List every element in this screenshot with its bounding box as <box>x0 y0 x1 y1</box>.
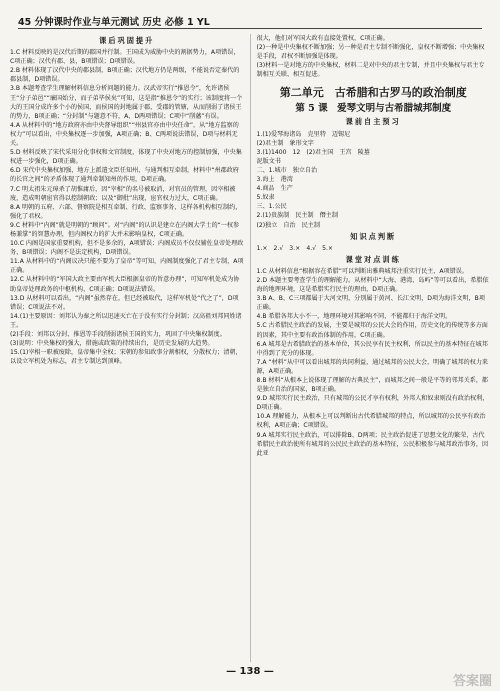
answer-line: (2)手段：刘邦以分封、推恩等手段削弱诸侯王国的实力，巩固了中央集权制度。 <box>10 331 226 338</box>
left-column <box>10 34 251 662</box>
answer-line: 1.C 从材料信息“根据容在希腊”可以判断出雅典城邦注重实行民主，A项错误。 <box>256 267 468 275</box>
answer-line: 6.A 城邦是古希腊政治的基本单位，其公民享有民主权利，所以民主的基本特征在城邦中得到了充分的体现。 <box>256 340 488 357</box>
answer-line: 5.C 古希腊民主政治的发展，主要是城邦的公民大会的作用，历史文化的传统等多方面的因素，其中主要有政治体制的作用，C项正确。 <box>256 322 488 339</box>
answer-line: (3)材料一是对地方的中央集权，材料二是对中央的君主专制，并且中央集权与君主专制相互关联、相互促进。 <box>256 62 485 79</box>
preview-line: (2)君主制 象形文字 <box>256 139 314 147</box>
answer-line: 10.A 理解能力，从根本上可以判断出古代希腊城邦的特点，所以城邦的公民享有政治权利，A项正确；C项错误。 <box>256 413 486 430</box>
answer-line: 6.D 宋代中央集权加强，地方上派遣文臣任知州，与通判相互牵制，材料中“州郡政府的长官之间”的矛盾体现了通判牵制知州的作用，D项正确。 <box>10 167 239 184</box>
answer-line: 8.B 材料“从根本上说体现了理解的古典民主”，而城邦之间一般是平等的邻邦关系，都是独立自治的国家，B项正确。 <box>256 377 489 394</box>
preview-answers <box>257 130 491 230</box>
answer-line: 3.B A、B、C三项都属于大河文明，分别属于黄河、长江文明，D项为海洋文明，B项正确。 <box>256 295 485 312</box>
page-number: — 138 — <box>226 666 274 677</box>
content-columns <box>10 34 490 662</box>
preview-line: 2.(1)贵族制 民主制 僭主制 <box>256 212 338 220</box>
answer-line: 2.B 材料体现了汉代中央的郡县制，B项正确；汉代地方仍是两级，不能说否定秦代的郡县制，D项错误。 <box>10 67 240 84</box>
preview-line: 1.(1)爱琴海诸岛 克里特 迈锡尼 <box>256 130 351 138</box>
lesson-title: 第 5 课 爱琴文明与古希腊城邦制度 <box>295 103 452 115</box>
knowledge-heading: 知识点判断 <box>350 231 397 241</box>
preview-line: 5.奴隶 <box>256 194 275 202</box>
class-practice-answers <box>257 267 491 458</box>
answer-line: 13.D 从材料可以看出，“内阁”虽然存在，但已经被取代，这样军机处“代之了”，D项错误；C项说法不对。 <box>10 294 239 311</box>
section-heading: 课后巩固提升 <box>99 36 155 45</box>
answer-line: 7.A “材料”从中可以看出城邦的共同利益，通过城邦的公民大会，明确了城邦的权力来源，A项正确。 <box>256 358 489 375</box>
answer-line: 3.B 本题考查学生理解材料信息分析问题的能力。汉武帝实行“推恩令”，允许诸侯王“分子弟邑”“廉国始分，而子弟毕侯矣”可知，这是指“推恩令”的实行；该制度将一个大的王国分成许多个小的侯国，而侯国的封地属于郡，受郡的管辖，从而削弱了诸侯王的势力，B项正确；“分封制”与题意不符，A、D两项错误；C项中“削藩”有误。 <box>10 85 243 120</box>
answer-line: 4.B 希腊各邦大小不一，地理环境对其影响不同，不能都归于海洋文明。 <box>256 313 452 321</box>
unit-title: 第二单元 古希腊和古罗马的政治制度 <box>279 86 467 100</box>
answer-line: 9.C 材料中“内阁”就是明朝的“顾问”。对“内阁”的认识是建立在内阁大学士的“一权参杨兼掌”的智慧办理，但内阁权力的扩大并未影响皇权，C项正确。 <box>10 221 240 238</box>
answer-line: 9.A 城邦实行民主政治，可以排除B、D两项；民主政治促进了思想文化的繁荣，古代希腊民主政治使所有城邦的公民民主政治的基本特征，公民积极参与城邦政治事务，因此亚 <box>256 431 489 457</box>
answer-line: 10.C 内阁是国家重要机构，但不是多余的，A项错误；内阁成员不仅仅辅佐皇帝处理政务，B项错误；内阁不是法定机构，D项错误。 <box>10 240 244 257</box>
answer-line: 4.A 从材料中的“地方政府亦由中央督导组织”“州县官亦由中央任命”，从“地方监察的权力”可以看出，中央集权逐一步加强，A项正确；B、C两项说法错误，D项与材料无关。 <box>10 121 239 148</box>
preview-line: 二、1.城市 独立自治 <box>256 166 318 174</box>
answer-line: 12.C 从材料中的“军国大政主要由军机大臣根据皇帝的旨意办理”，可知军机处成为协助皇帝处理政务的中枢机构，C项正确；D项说法错误。 <box>10 276 240 293</box>
preview-line: 3.(1)1400 12 (2)君主国 王宫 陵墓 <box>256 148 370 156</box>
preview-line: 三、1.公民 <box>256 203 287 211</box>
answer-line: 8.A 明朝的五府、六部、督察院是相互牵制、行政、监察事务，这样各机构相互制约，强化了君权。 <box>10 203 242 220</box>
preview-line: 4.商品 生产 <box>256 185 293 193</box>
answer-line: (2)一种是中央集权不断加强；另一种是君主专制不断强化，皇权不断增强；中央集权是手段，君权不断加强是体现。 <box>256 44 485 61</box>
preview-line: 3.海上 港湾 <box>256 176 293 184</box>
watermark-logo: 答案圈 <box>452 674 492 689</box>
preview-line: 泥版文书 <box>256 157 281 165</box>
answer-list-continued <box>257 34 491 79</box>
answer-line: 很大，他们对军国大政有直接处置权，C项正确。 <box>256 35 389 42</box>
class-practice-heading: 课堂对点训练 <box>345 254 401 264</box>
page-header: 45 分钟课时作业与单元测试 历史 必修 1 YL <box>18 14 482 29</box>
knowledge-answers: 1.× 2.√ 3.× 4.√ 5.× <box>256 244 334 252</box>
preview-heading: 课前自主预习 <box>345 117 401 127</box>
answer-list <box>10 48 244 366</box>
answer-line: 11.A 从材料中的“内阁议决只能不要为了皇帝”等可知，内阁制度强化了君主专制，A项正确。 <box>10 258 244 275</box>
preview-line: (2)独立 自治 民主制 <box>256 221 320 229</box>
answer-line: 7.C 明太祖朱元璋杀了胡惟庸后，因“宰相”的名号被取消，对官员的管理，因宰相被废，造成明朝宦官得以控制朝政；以及“御批”出现，宦官权力过大，C项正确。 <box>10 185 236 202</box>
answer-line: (3)说明：中央集权的强大，措施或政策的持续出台，是历史发展的大趋势。 <box>10 340 214 348</box>
answer-line: 2.D 本题主要考查学生的理解能力。从材料中“大海、港湾、岛屿”等可以看出，希腊依海的地理环境，这是希腊实行民主的理由，D项正确。 <box>256 276 489 294</box>
answer-line: 15.(1)宰相一职被废除，皇帝集中全权；宋朝的参知政事分割相权，分散权力；清朝，以设立军机处为标志，君主专制达到顶峰。 <box>10 349 242 366</box>
answer-line: 5.D 材料反映了宋代采用分化事权和文官制度，体现了中央对地方的控制加强，中央集权进一步强化，D项正确。 <box>10 149 242 166</box>
answer-line: 9.D 城邦实行民主政治，只有城邦的公民才享有权利，外邦人和奴隶则没有政治权利，D项正确。 <box>256 395 489 412</box>
right-column <box>251 34 491 662</box>
answer-line: 14.(1)主要原因：刘邦认为秦之所以迅速灭亡在于没有实行分封制；汉高祖刘邦同姓诸王。 <box>10 312 242 329</box>
answer-line: 1.C 材料反映的是汉代后期的郡国并行制。王国成为威胁中央的割据势力，A项错误，C项正确；汉代有郡、县，B项错误；D项错误。 <box>10 49 240 66</box>
